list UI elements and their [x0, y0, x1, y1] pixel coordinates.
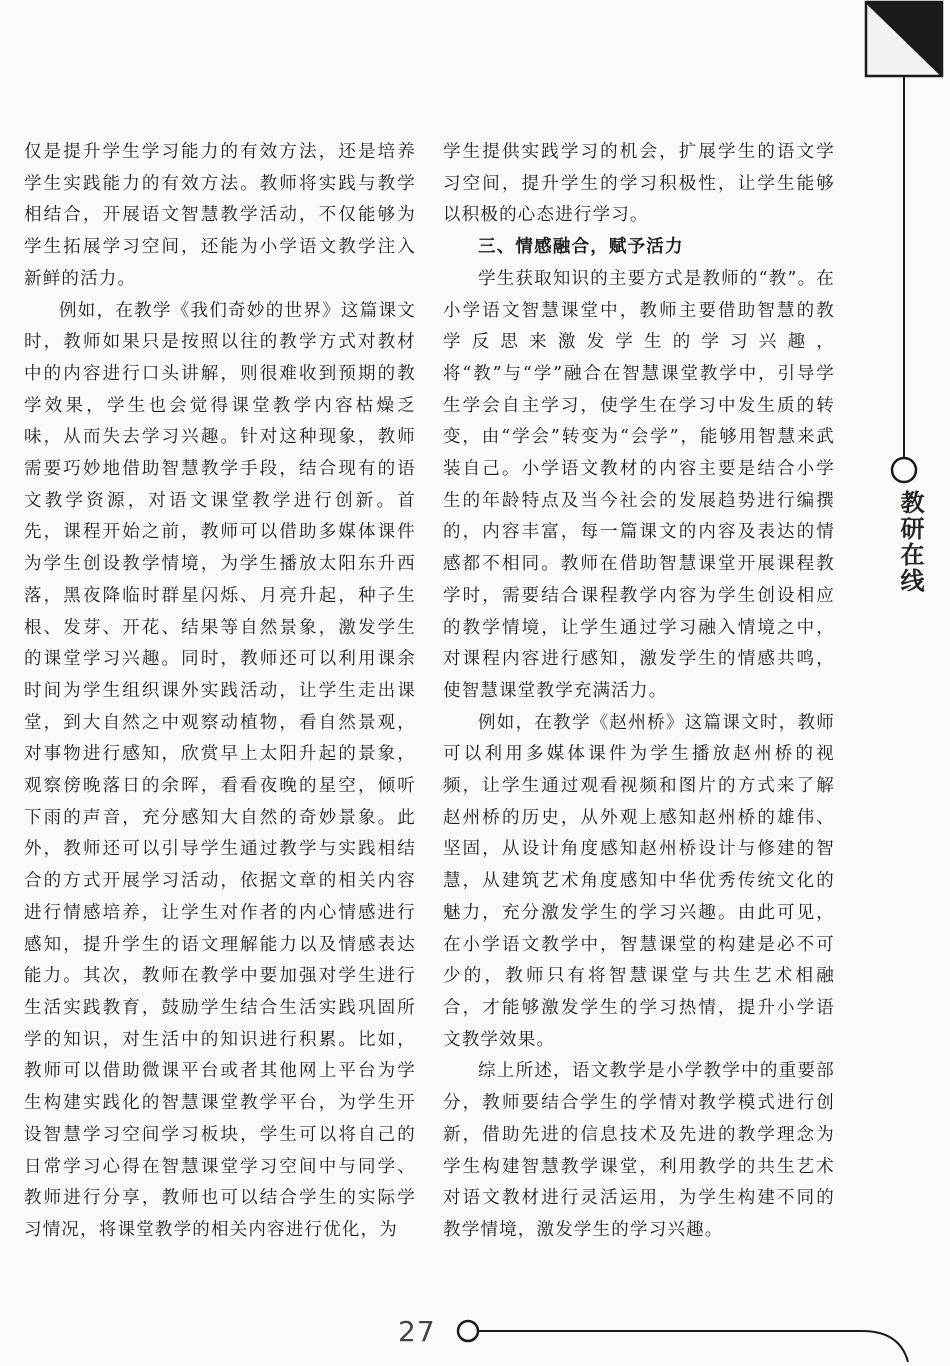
paragraph: 学生获取知识的主要方式是教师的“教”。在小学语文智慧课堂中，教师主要借助智慧的教学反思来激发学生的学习兴趣，将“教”与“学”融合在智慧课堂教学中，引导学生学会自主学习，使学生在学习中发生质的转变，由“学会”转变为“会学”，能够用智慧来武装自己。小学语文教材的内容主要是结合小学生的年龄特点及当今社会的发展趋势进行编撰的，内容丰富，每一篇课文的内容及表达的情感都不相同。教师在借助智慧课堂开展课程教学时，需要结合课程教学内容为学生创设相应的教学情境，让学生通过学习融入情境之中，对课程内容进行感知，激发学生的情感共鸣，使智慧课堂教学充满活力。 [443, 268, 835, 701]
corner-triangle-icon [866, 2, 942, 76]
paragraph: 例如，在教学《我们奇妙的世界》这篇课文时，教师如果只是按照以往的教学方式对教材中的内容进行口头讲解，则很难收到预期的教学效果，学生也会觉得课堂教学内容枯燥乏味，从而失去学习兴趣。针对这种现象，教师需要巧妙地借助智慧教学手段，结合现有的语文教学资源，对语文课堂教学进行创新。首先，课程开始之前，教师可以借助多媒体课件为学生创设教学情境，为学生播放太阳东升西落，黑夜降临时群星闪烁、月亮升起，种子生根、发芽、开花、结果等自然景象，激发学生的课堂学习兴趣。同时，教师还可以利用课余时间为学生组织课外实践活动，让学生走出课堂，到大自然之中观察动植物，看自然景观，对事物进行感知，欣赏早上太阳升起的景象，观察傍晚落日的余晖，看看夜晚的星空，倾听下雨的声音，充分感知大自然的奇妙景象。此外，教师还可以引导学生通过教学与实践相结合的方式开展学习活动，依据文章的相关内容进行情感培养，让学生对作者的内心情感进行感知，提升学生的语文理解能力以及情感表达能力。其次，教师在教学中要加强对学生进行生活实践教育，鼓励学生结合生活实践巩固所学的知识，对生活中的知识进行积累。比如，教师可以借助微课平台或者其他网上平台为学生构建实践化的智慧课堂教学平台，为学生开设智慧学习空间学习板块，学生可以将自己的日常学习心得在智慧课堂学习空间中与同学、教师进行分享，教师也可以结合学生的实际学习情况，将课堂教学的相关内容进行优化，为 [24, 300, 416, 1240]
paragraph: 综上所述，语文教学是小学教学中的重要部分，教师要结合学生的学情对教学模式进行创新，借助先进的信息技术及先进的教学理念为学生构建智慧教学课堂，利用教学的共生艺术对语文教材进行灵活运用，为学生构建不同的教学情境，激发学生的学习兴趣。 [443, 1061, 835, 1240]
left-column [24, 137, 416, 1247]
footer-circle-icon [458, 1321, 478, 1341]
sidebar-circle-icon [892, 458, 916, 482]
paragraph-continuation: 学生提供实践学习的机会，扩展学生的语文学习空间，提升学生的学习积极性，让学生能够以积极的心态进行学习。 [443, 142, 835, 226]
right-column [443, 137, 835, 1247]
footer-line [478, 1331, 908, 1362]
paragraph: 例如，在教学《赵州桥》这篇课文时，教师可以利用多媒体课件为学生播放赵州桥的视频，让学生通过观看视频和图片的方式来了解赵州桥的历史，从外观上感知赵州桥的雄伟、坚固，从设计角度感知赵州桥设计与修建的智慧，从建筑艺术角度感知中华优秀传统文化的魅力，充分激发学生的学习兴趣。由此可见，在小学语文教学中，智慧课堂的构建是必不可少的，教师只有将智慧课堂与共生艺术相融合，才能够激发学生的学习热情，提升小学语文教学效果。 [443, 712, 835, 1050]
page-number: 27 [398, 1315, 436, 1348]
section-label: 教研在线 [896, 490, 924, 594]
paragraph: 仅是提升学生学习能力的有效方法，还是培养学生实践能力的有效方法。教师将实践与教学相结合，开展语文智慧教学活动，不仅能够为学生拓展学习空间，还能为小学语文教学注入新鲜的活力。 [24, 142, 416, 289]
section-heading: 三、情感融合，赋予活力 [478, 237, 684, 258]
